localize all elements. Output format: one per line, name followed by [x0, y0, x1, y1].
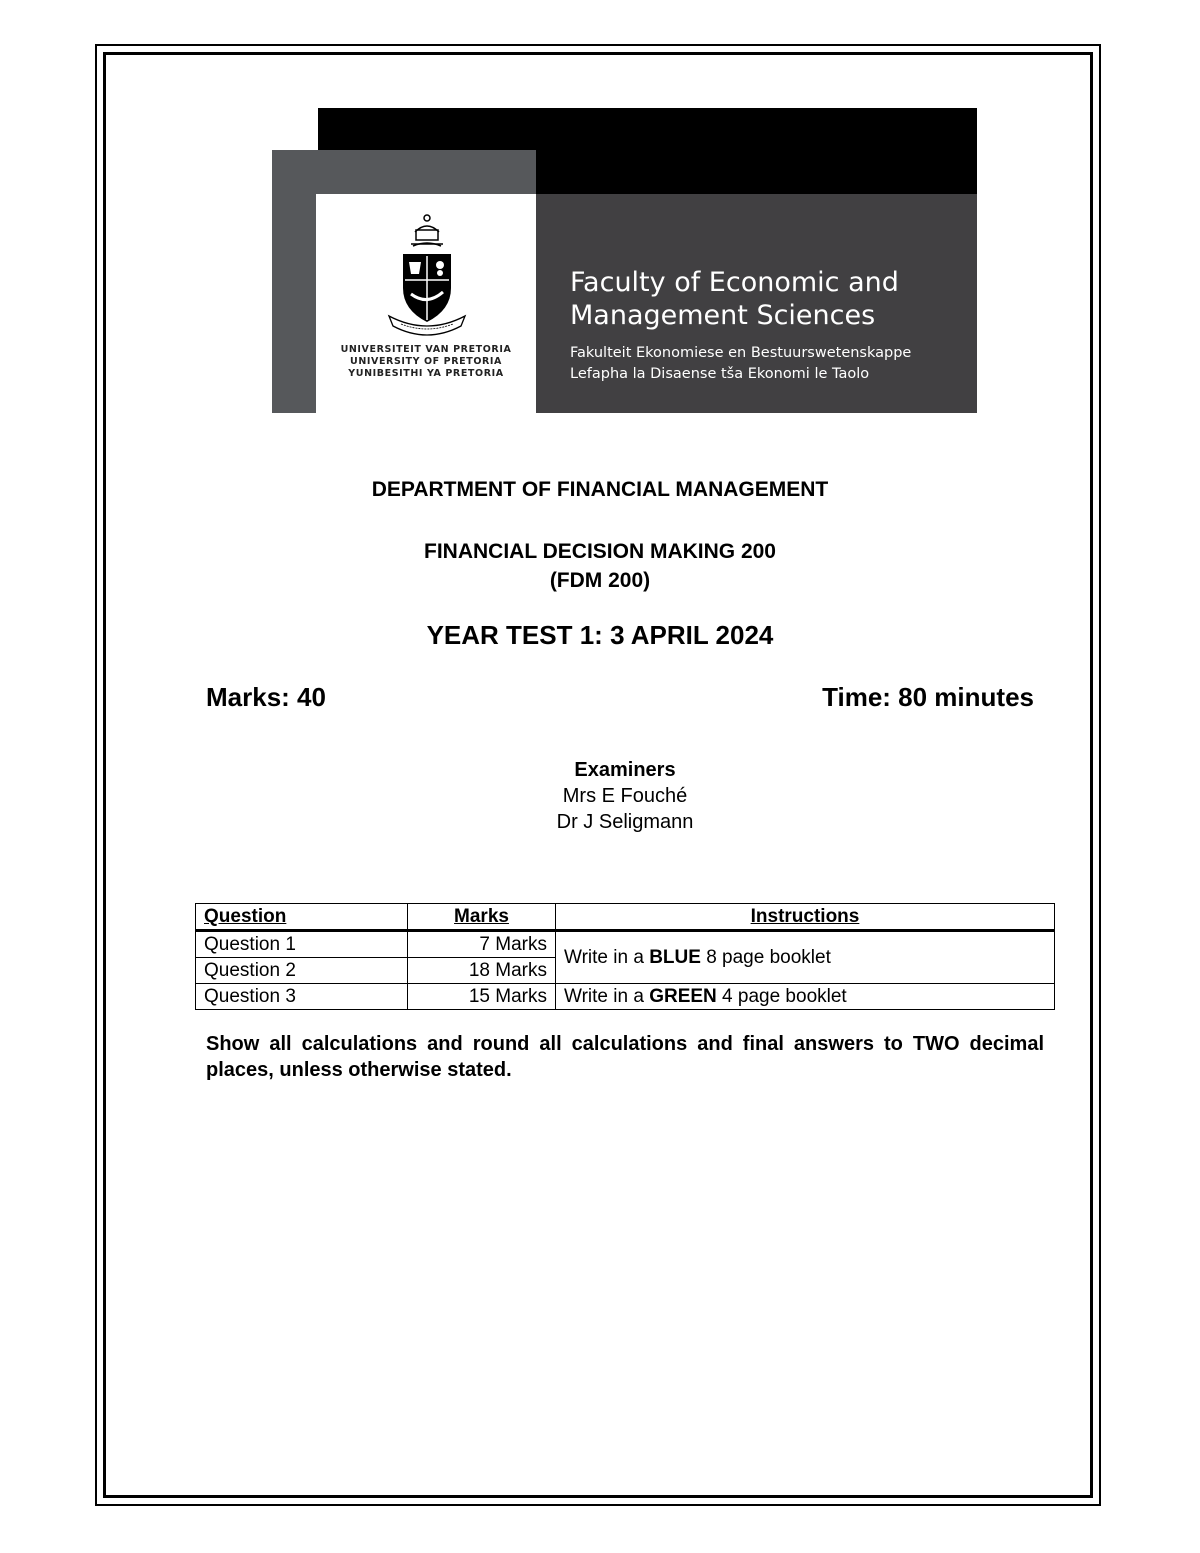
course-name: FINANCIAL DECISION MAKING 200 [424, 540, 776, 563]
marks-cell: 7 Marks [408, 931, 556, 958]
banner-gray-block-left [272, 194, 316, 413]
faculty-subtitle-sepedi: Lefapha la Disaense tša Ekonomi le Taolo [570, 366, 870, 382]
booklet-colour: BLUE [649, 946, 701, 968]
table-row [196, 984, 1055, 1010]
question-cell: Question 3 [196, 984, 408, 1010]
column-header-marks: Marks [408, 904, 556, 931]
column-header-instructions: Instructions [556, 904, 1055, 931]
university-crest-icon [385, 210, 469, 340]
university-name-sepedi: YUNIBESITHI YA PRETORIA [348, 368, 504, 379]
examiners-block [0, 757, 1200, 835]
faculty-subtitle [570, 343, 970, 385]
course-heading [0, 537, 1200, 595]
faculty-subtitle-afrikaans: Fakulteit Ekonomiese en Bestuurswetenskappe [570, 345, 912, 361]
instruction-prefix: Write in a [564, 985, 650, 1007]
university-name-afrikaans: UNIVERSITEIT VAN PRETORIA [340, 344, 512, 355]
marks-cell: 15 Marks [408, 984, 556, 1010]
faculty-title [570, 266, 970, 332]
examiners-title: Examiners [574, 759, 676, 781]
banner-gray-block-top [272, 150, 536, 194]
instruction-cell [556, 984, 1055, 1010]
column-header-question: Question [196, 904, 408, 931]
instruction-suffix: 4 page booklet [716, 985, 847, 1007]
instruction-suffix: 8 page booklet [700, 946, 831, 968]
time-allowed: Time: 80 minutes [822, 682, 1034, 712]
table-header-row [196, 904, 1055, 931]
examiner-name: Mrs E Fouché [562, 785, 688, 807]
marks-cell: 18 Marks [408, 958, 556, 984]
question-cell: Question 1 [196, 931, 408, 958]
faculty-title-line-2: Management Sciences [570, 300, 876, 331]
examiner-name: Dr J Seligmann [556, 811, 694, 833]
question-cell: Question 2 [196, 958, 408, 984]
calculation-instructions: Show all calculations and round all calculations and final answers to TWO decimal places, unless otherwise stated. [206, 1033, 1044, 1081]
total-marks: Marks: 40 [206, 682, 326, 712]
course-code: (FDM 200) [549, 569, 651, 592]
university-name-english: UNIVERSITY OF PRETORIA [350, 356, 502, 367]
department-heading: DEPARTMENT OF FINANCIAL MANAGEMENT [371, 478, 829, 501]
instruction-cell [556, 931, 1055, 984]
booklet-colour: GREEN [649, 985, 717, 1007]
table-row [196, 931, 1055, 958]
questions-table [195, 903, 1055, 1010]
instruction-prefix: Write in a [564, 946, 650, 968]
university-names [316, 344, 536, 380]
test-title: YEAR TEST 1: 3 APRIL 2024 [426, 620, 774, 650]
faculty-title-line-1: Faculty of Economic and [570, 267, 899, 298]
